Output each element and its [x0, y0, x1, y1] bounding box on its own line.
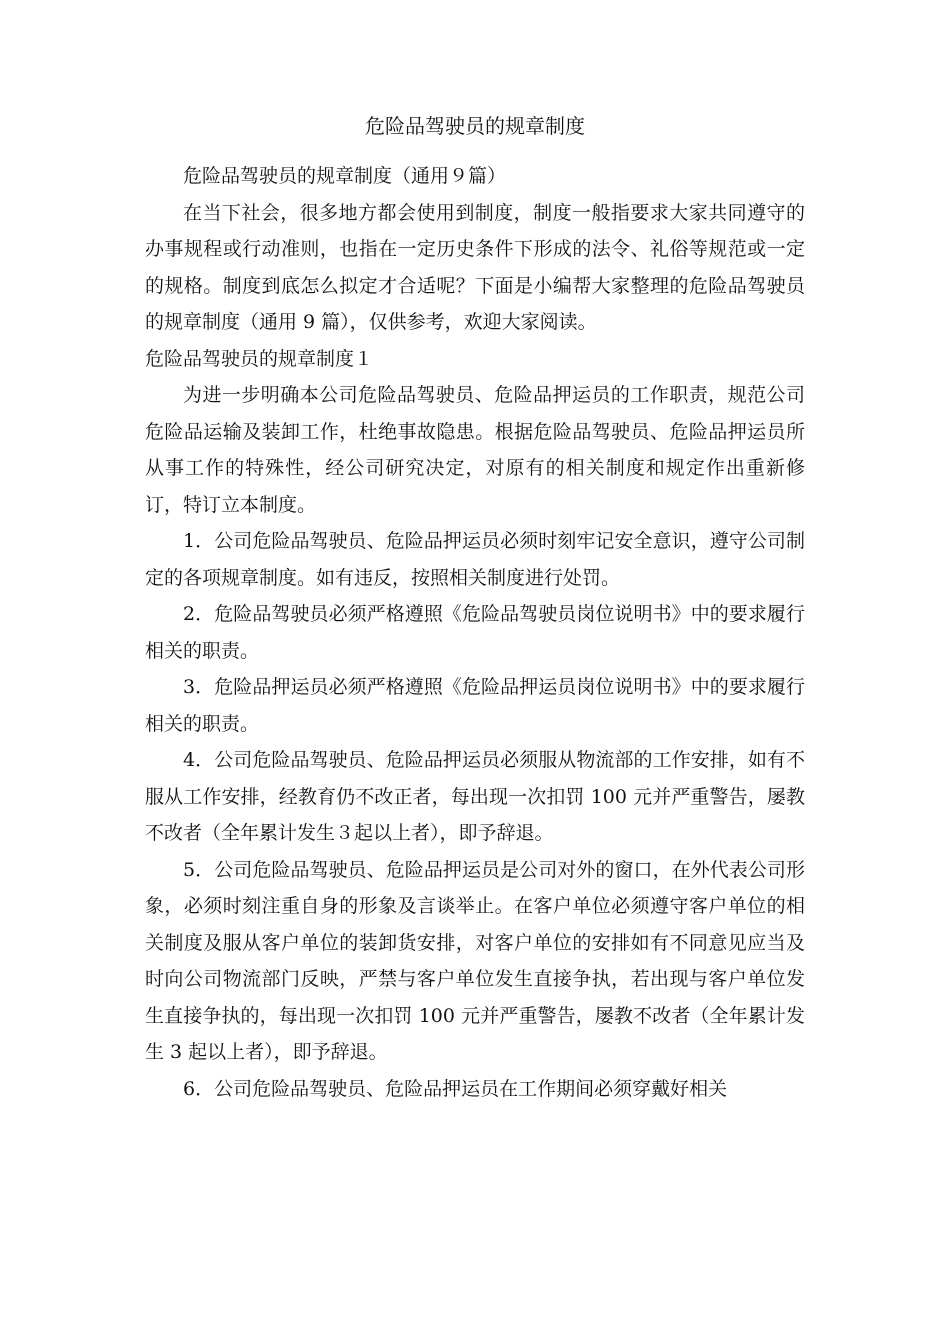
list-item: 2．危险品驾驶员必须严格遵照《危险品驾驶员岗位说明书》中的要求履行相关的职责。 [145, 603, 805, 662]
document-body [145, 158, 805, 1107]
paragraph: 在当下社会，很多地方都会使用到制度，制度一般指要求大家共同遵守的办事规程或行动准则，也指在一定历史条件下形成的法令、礼俗等规范或一定的规格。制度到底怎么拟定才合适呢？下面是小编帮大家整理的危险品驾驶员的规章制度（通用 9 篇），仅供参考，欢迎大家阅读。 [145, 201, 805, 333]
paragraph: 为进一步明确本公司危险品驾驶员、危险品押运员的工作职责，规范公司危险品运输及装卸工作，杜绝事故隐患。根据危险品驾驶员、危险品押运员所从事工作的特殊性，经公司研究决定，对原有的相关制度和规定作出重新修订，特订立本制度。 [145, 384, 805, 516]
document-page [145, 108, 805, 1107]
section-heading: 危险品驾驶员的规章制度１ [145, 347, 374, 370]
list-item: 6．公司危险品驾驶员、危险品押运员在工作期间必须穿戴好相关 [183, 1077, 728, 1100]
paragraph: 危险品驾驶员的规章制度（通用９篇） [183, 165, 507, 187]
list-item: 1．公司危险品驾驶员、危险品押运员必须时刻牢记安全意识，遵守公司制定的各项规章制度。如有违反，按照相关制度进行处罚。 [145, 530, 805, 589]
document-title: 危险品驾驶员的规章制度 [365, 114, 585, 138]
list-item: 5．公司危险品驾驶员、危险品押运员是公司对外的窗口，在外代表公司形象，必须时刻注重自身的形象及言谈举止。在客户单位必须遵守客户单位的相关制度及服从客户单位的装卸货安排，对客户单位的安排如有不同意见应当及时向公司物流部门反映，严禁与客户单位发生直接争执，若出现与客户单位发生直接争执的，每出现一次扣罚 100 元并严重警告，屡教不改者（全年累计发生 3 起以上者），即予辞退。 [145, 858, 805, 1063]
list-item: 3．危险品押运员必须严格遵照《危险品押运员岗位说明书》中的要求履行相关的职责。 [145, 676, 805, 735]
list-item: 4．公司危险品驾驶员、危险品押运员必须服从物流部的工作安排，如有不服从工作安排，经教育仍不改正者，每出现一次扣罚 100 元并严重警告，屡教不改者（全年累计发生３起以上者），即予辞退。 [145, 749, 805, 844]
